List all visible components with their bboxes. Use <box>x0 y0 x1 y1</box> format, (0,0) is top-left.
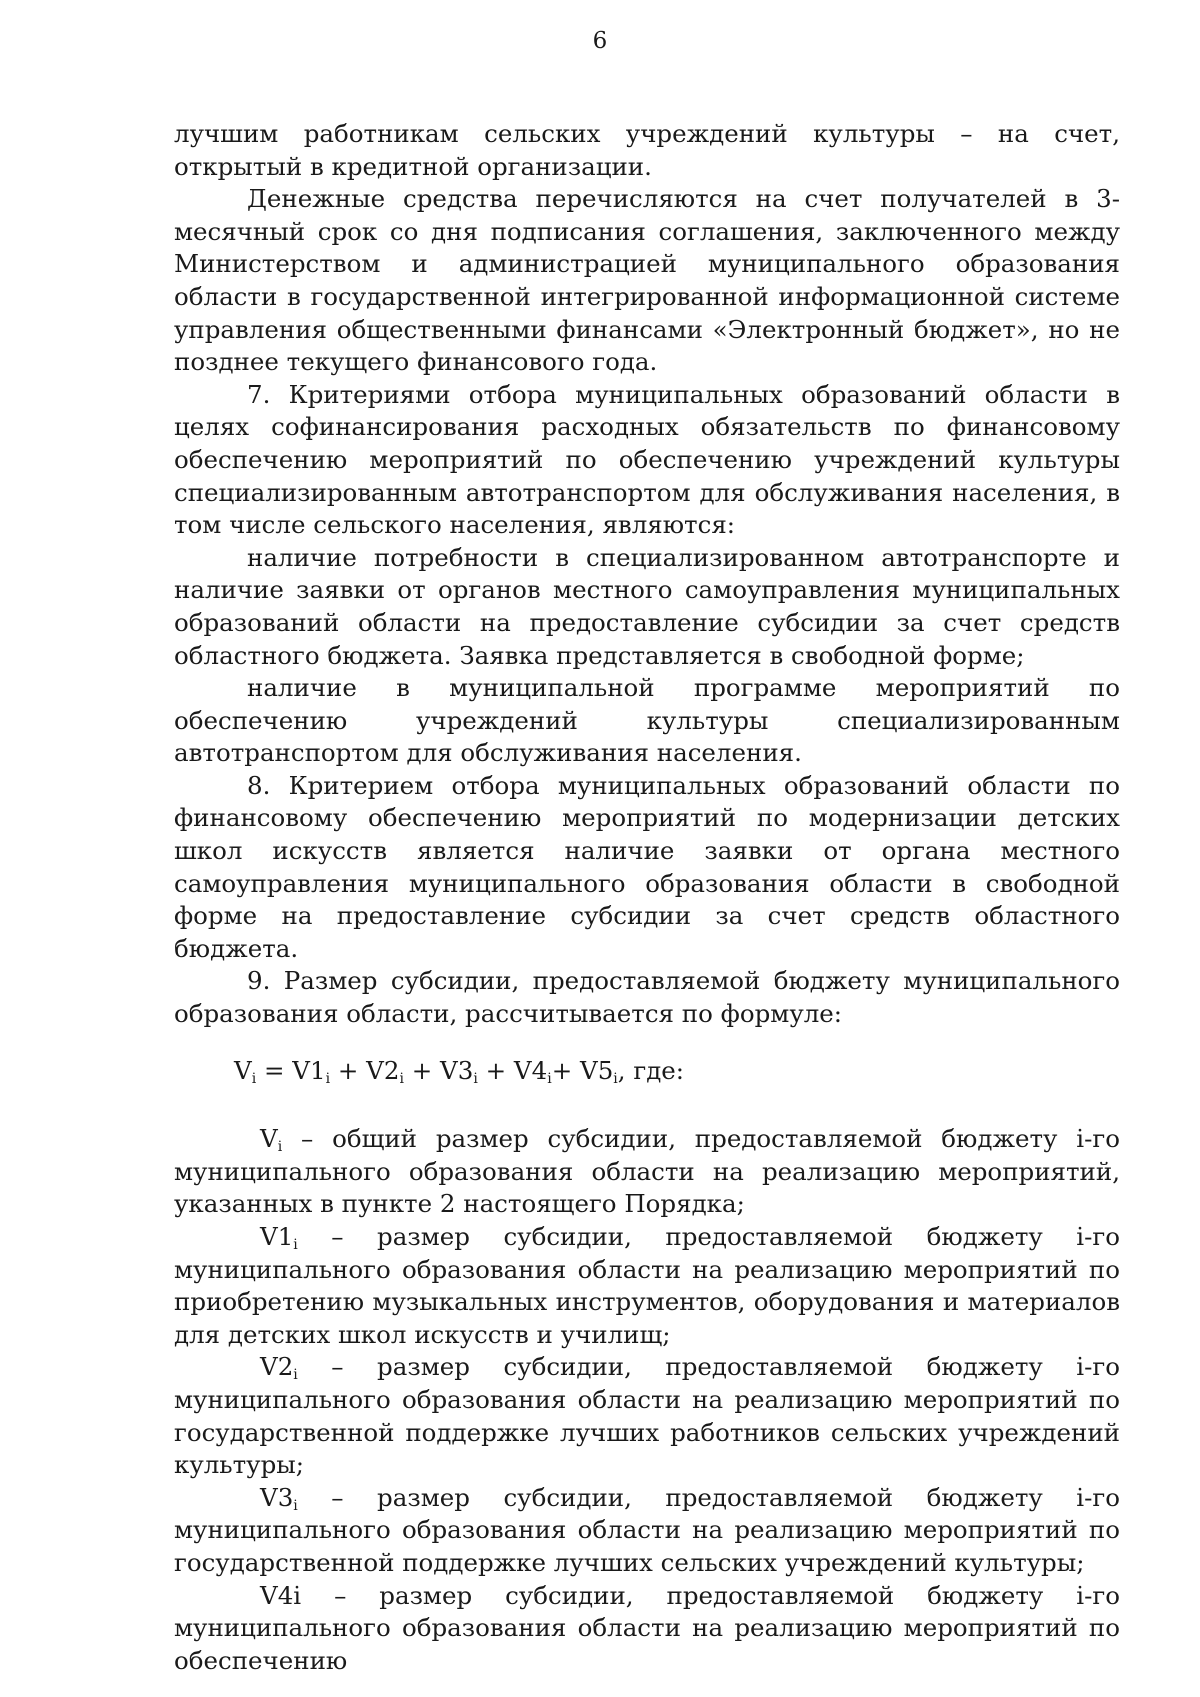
paragraph-item-9: 9. Размер субсидии, предоставляемой бюджету муниципального образования области, рассчитывается по формуле: <box>174 966 1120 1029</box>
paragraph-criterion-need: наличие потребности в специализированном автотранспорте и наличие заявки от органов местного самоуправления муниципальных образований области на предоставление субсидии за счет средств областного бюджета. Заявка представляется в свободной форме; <box>174 542 1120 670</box>
paragraph-criterion-program: наличие в муниципальной программе мероприятий по обеспечению учреждений культуры специализированным автотранспортом для обслуживания населения. <box>174 673 1120 768</box>
subsidy-formula: $V_i = V1_i + V2_i + V3_i + V4_i+ V5_i$, где: <box>234 1055 685 1087</box>
paragraph-item-7: 7. Критериями отбора муниципальных образований области в целях софинансирования расходных обязательств по финансовому обеспечению мероприятий по обеспечению учреждений культуры специализированным автотранспортом для обслуживания населения, в том числе сельского населения, являются: <box>174 379 1120 540</box>
definition-v1: $V1_i$ – размер субсидии, предоставляемой бюджету i-го муниципального образования области на реализацию мероприятий по приобретению музыкальных инструментов, оборудования и материалов для детских школ искусств и училищ; <box>174 1222 1120 1349</box>
paragraph-continuation: лучшим работникам сельских учреждений культуры – на счет, открытый в кредитной организации. <box>174 119 1120 181</box>
paragraph-funds-transfer: Денежные средства перечисляются на счет получателей в 3-месячный срок со дня подписания соглашения, заключенного между Министерством и администрацией муниципального образования области в государственной интегрированной информационной системе управления общественными финансами «Электронный бюджет», но не позднее текущего финансового года. <box>174 184 1120 377</box>
paragraph-item-8: 8. Критерием отбора муниципальных образований области по финансовому обеспечению мероприятий по модернизации детских школ искусств является наличие заявки от органа местного самоуправления муниципального образования области в свободной форме на предоставление субсидии за счет средств областного бюджета. <box>174 770 1120 963</box>
definition-v3: $V3_i$ – размер субсидии, предоставляемой бюджету i-го муниципального образования области на реализацию мероприятий по государственной поддержке лучших сельских учреждений культуры; <box>174 1482 1120 1577</box>
definition-v2: $V2_i$ – размер субсидии, предоставляемой бюджету i-го муниципального образования области на реализацию мероприятий по государственной поддержке лучших работников сельских учреждений культуры; <box>174 1352 1120 1480</box>
definition-v: $V_i$ – общий размер субсидии, предоставляемой бюджету i-го муниципального образования области на реализацию мероприятий, указанных в пункте 2 настоящего Порядка; <box>174 1124 1120 1219</box>
definition-v4: V4i – размер субсидии, предоставляемой бюджету i-го муниципального образования области на реализацию мероприятий по обеспечению <box>174 1580 1120 1675</box>
page-number: 6 <box>592 28 608 54</box>
document-body <box>174 118 1120 1677</box>
